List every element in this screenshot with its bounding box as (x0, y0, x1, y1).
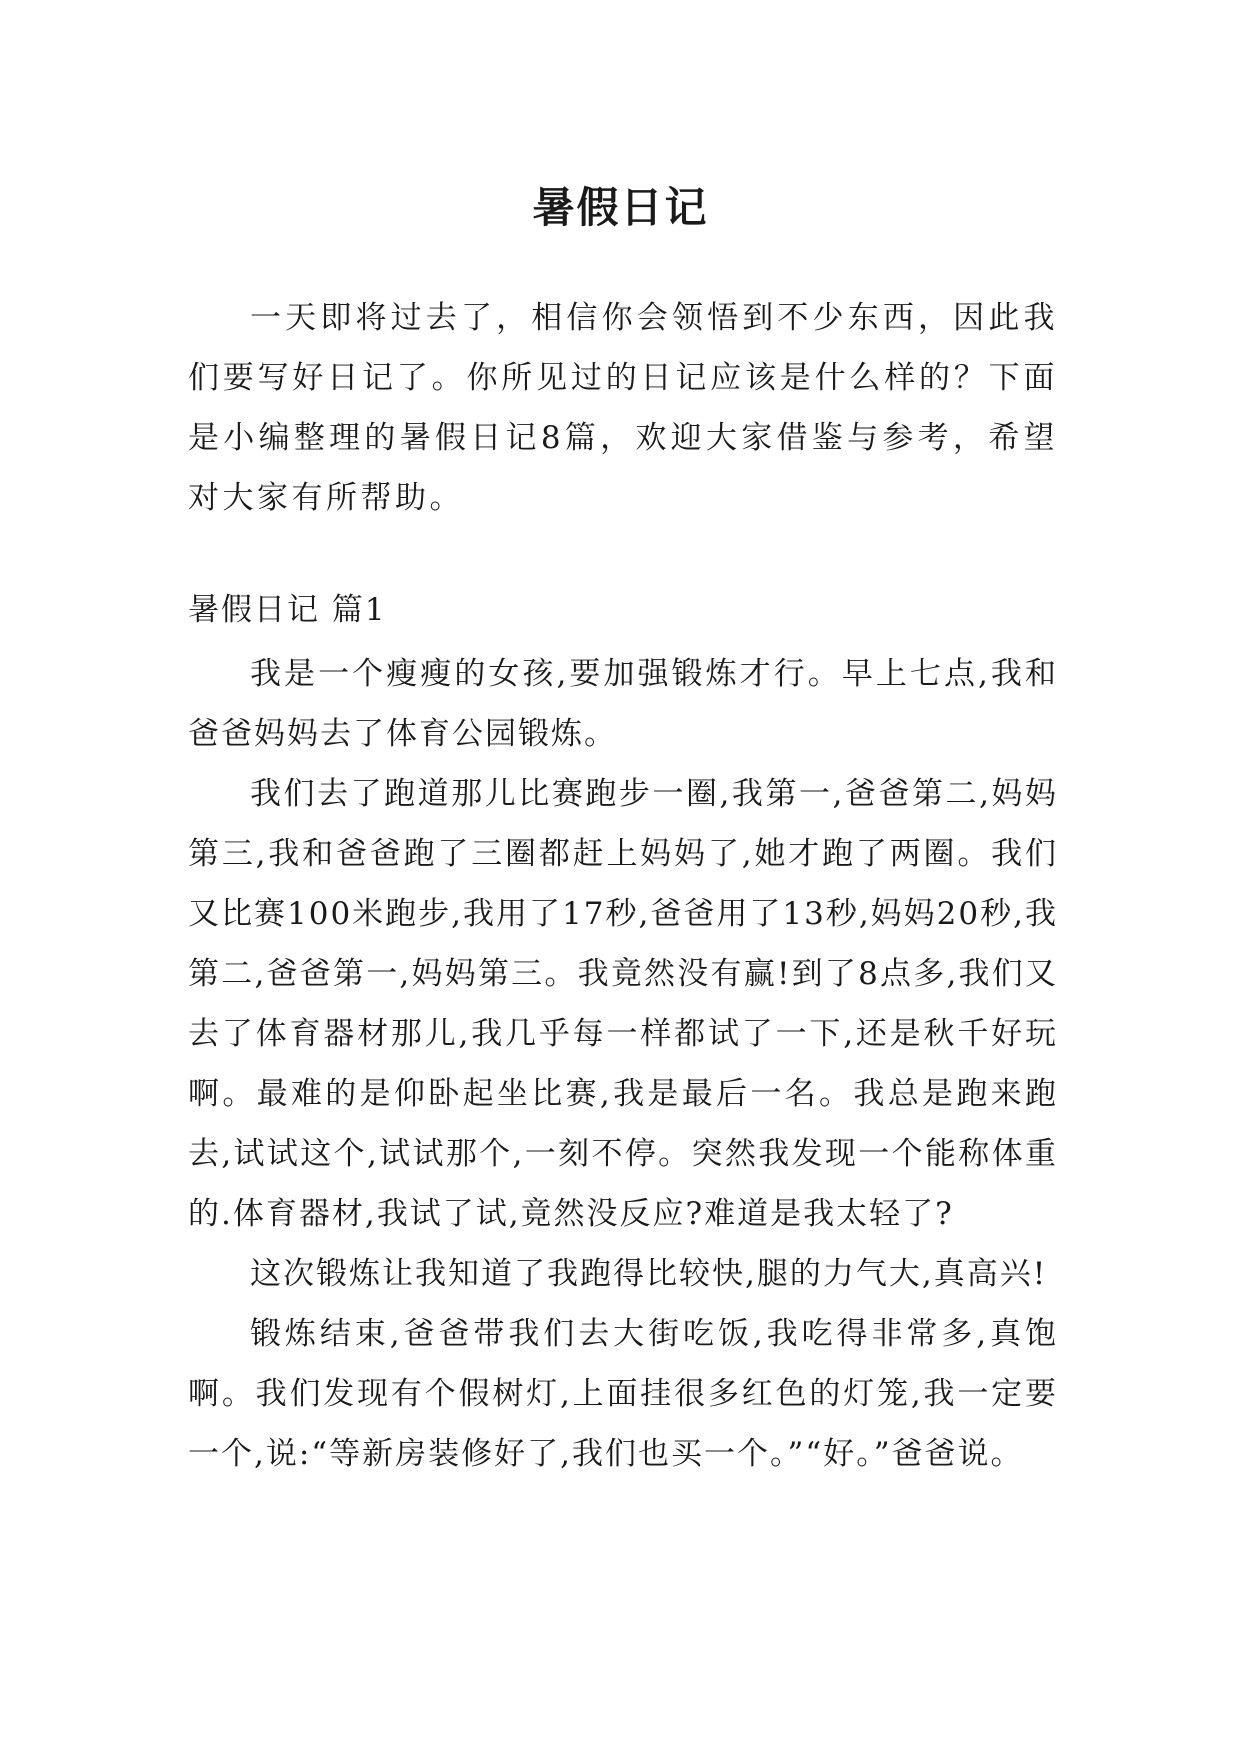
intro-block (188, 288, 1058, 528)
body-paragraph-2: 我们去了跑道那儿比赛跑步一圈,我第一,爸爸第二,妈妈第三,我和爸爸跑了三圈都赶上妈妈了,她才跑了两圈。我们又比赛100米跑步,我用了17秒,爸爸用了13秒,妈妈20秒,我第二,爸爸第一,妈妈第三。我竟然没有赢!到了8点多,我们又去了体育器材那儿,我几乎每一样都试了一下,还是秋千好玩啊。最难的是仰卧起坐比赛,我是最后一名。我总是跑来跑去,试试这个,试试那个,一刻不停。突然我发现一个能称体重的.体育器材,我试了试,竟然没反应?难道是我太轻了? (188, 776, 1058, 1232)
document-title: 暑假日记 (532, 183, 709, 233)
article-section (188, 580, 1058, 1484)
section-heading: 暑假日记 篇1 (188, 592, 387, 628)
intro-paragraph: 一天即将过去了，相信你会领悟到不少东西，因此我们要写好日记了。你所见过的日记应该是什么样的？下面是小编整理的暑假日记8篇，欢迎大家借鉴与参考，希望对大家有所帮助。 (188, 300, 1058, 516)
body-paragraph-4: 锻炼结束,爸爸带我们去大街吃饭,我吃得非常多,真饱啊。我们发现有个假树灯,上面挂很多红色的灯笼,我一定要一个,说:“等新房装修好了,我们也买一个。”“好。”爸爸说。 (188, 1316, 1058, 1472)
body-paragraph-3: 这次锻炼让我知道了我跑得比较快,腿的力气大,真高兴! (250, 1256, 1048, 1292)
body-paragraph-1: 我是一个瘦瘦的女孩,要加强锻炼才行。早上七点,我和爸爸妈妈去了体育公园锻炼。 (188, 656, 1058, 752)
